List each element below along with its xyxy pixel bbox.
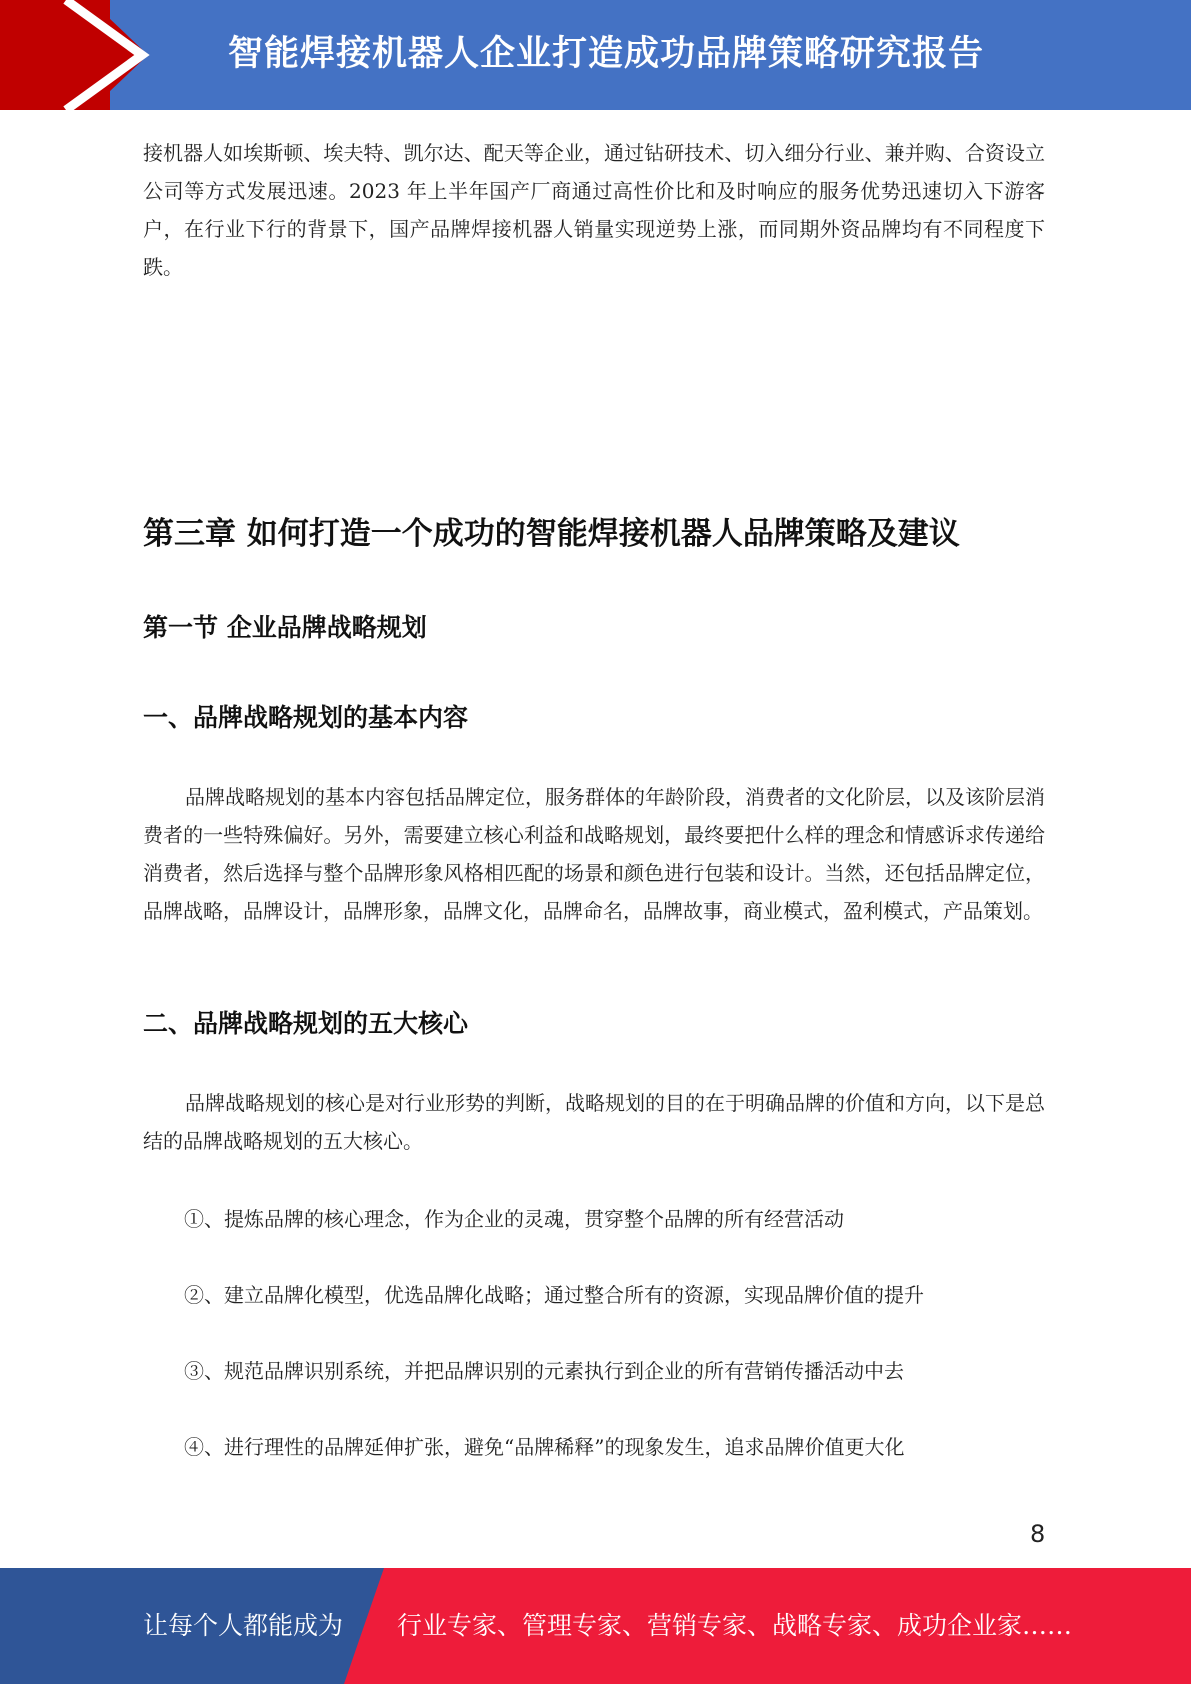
report-title: 智能焊接机器人企业打造成功品牌策略研究报告 (228, 34, 985, 74)
subsection-paragraph-1: 品牌战略规划的基本内容包括品牌定位，服务群体的年龄阶段，消费者的文化阶层，以及该阶层消费者的一些特殊偏好。另外，需要建立核心利益和战略规划，最终要把什么样的理念和情感诉求传递给消费者，然后选择与整个品牌形象风格相匹配的场景和颜色进行包装和设计。当然，还包括品牌定位，品牌战略，品牌设计，品牌形象，品牌文化，品牌命名，品牌故事，商业模式，盈利模式，产品策划。 (143, 785, 1045, 923)
subsection-title-2: 二、品牌战略规划的五大核心 (143, 1009, 469, 1038)
page-footer (0, 1568, 1191, 1684)
page-number: 8 (1030, 1520, 1046, 1548)
section-title: 第一节 企业品牌战略规划 (143, 613, 427, 642)
subsection-paragraph-2: 品牌战略规划的核心是对行业形势的判断，战略规划的目的在于明确品牌的价值和方向，以下是总结的品牌战略规划的五大核心。 (143, 1091, 1045, 1153)
footer-slogan-left: 让每个人都能成为 (143, 1611, 344, 1640)
footer-slogan-right: 行业专家、管理专家、营销专家、战略专家、成功企业家…… (397, 1611, 1073, 1640)
subsection-title-1: 一、品牌战略规划的基本内容 (143, 703, 469, 732)
intro-paragraph: 接机器人如埃斯顿、埃夫特、凯尔达、配天等企业，通过钻研技术、切入细分行业、兼并购、合资设立公司等方式发展迅速。2023 年上半年国产厂商通过高性价比和及时响应的服务优势迅速切入下游客户，在行业下行的背景下，国产品牌焊接机器人销量实现逆势上涨，而同期外资品牌均有不同程度下跌。 (143, 141, 1045, 279)
core-item-2: ②、建立品牌化模型，优选品牌化战略；通过整合所有的资源，实现品牌价值的提升 (184, 1283, 924, 1307)
core-item-3: ③、规范品牌识别系统，并把品牌识别的元素执行到企业的所有营销传播活动中去 (184, 1359, 904, 1383)
chapter-title: 第三章 如何打造一个成功的智能焊接机器人品牌策略及建议 (143, 516, 960, 552)
core-item-4: ④、进行理性的品牌延伸扩张，避免“品牌稀释”的现象发生，追求品牌价值更大化 (184, 1435, 905, 1459)
core-item-1: ①、提炼品牌的核心理念，作为企业的灵魂，贯穿整个品牌的所有经营活动 (184, 1207, 844, 1231)
page-header (0, 0, 1191, 110)
header-chevron-icon (0, 0, 160, 110)
